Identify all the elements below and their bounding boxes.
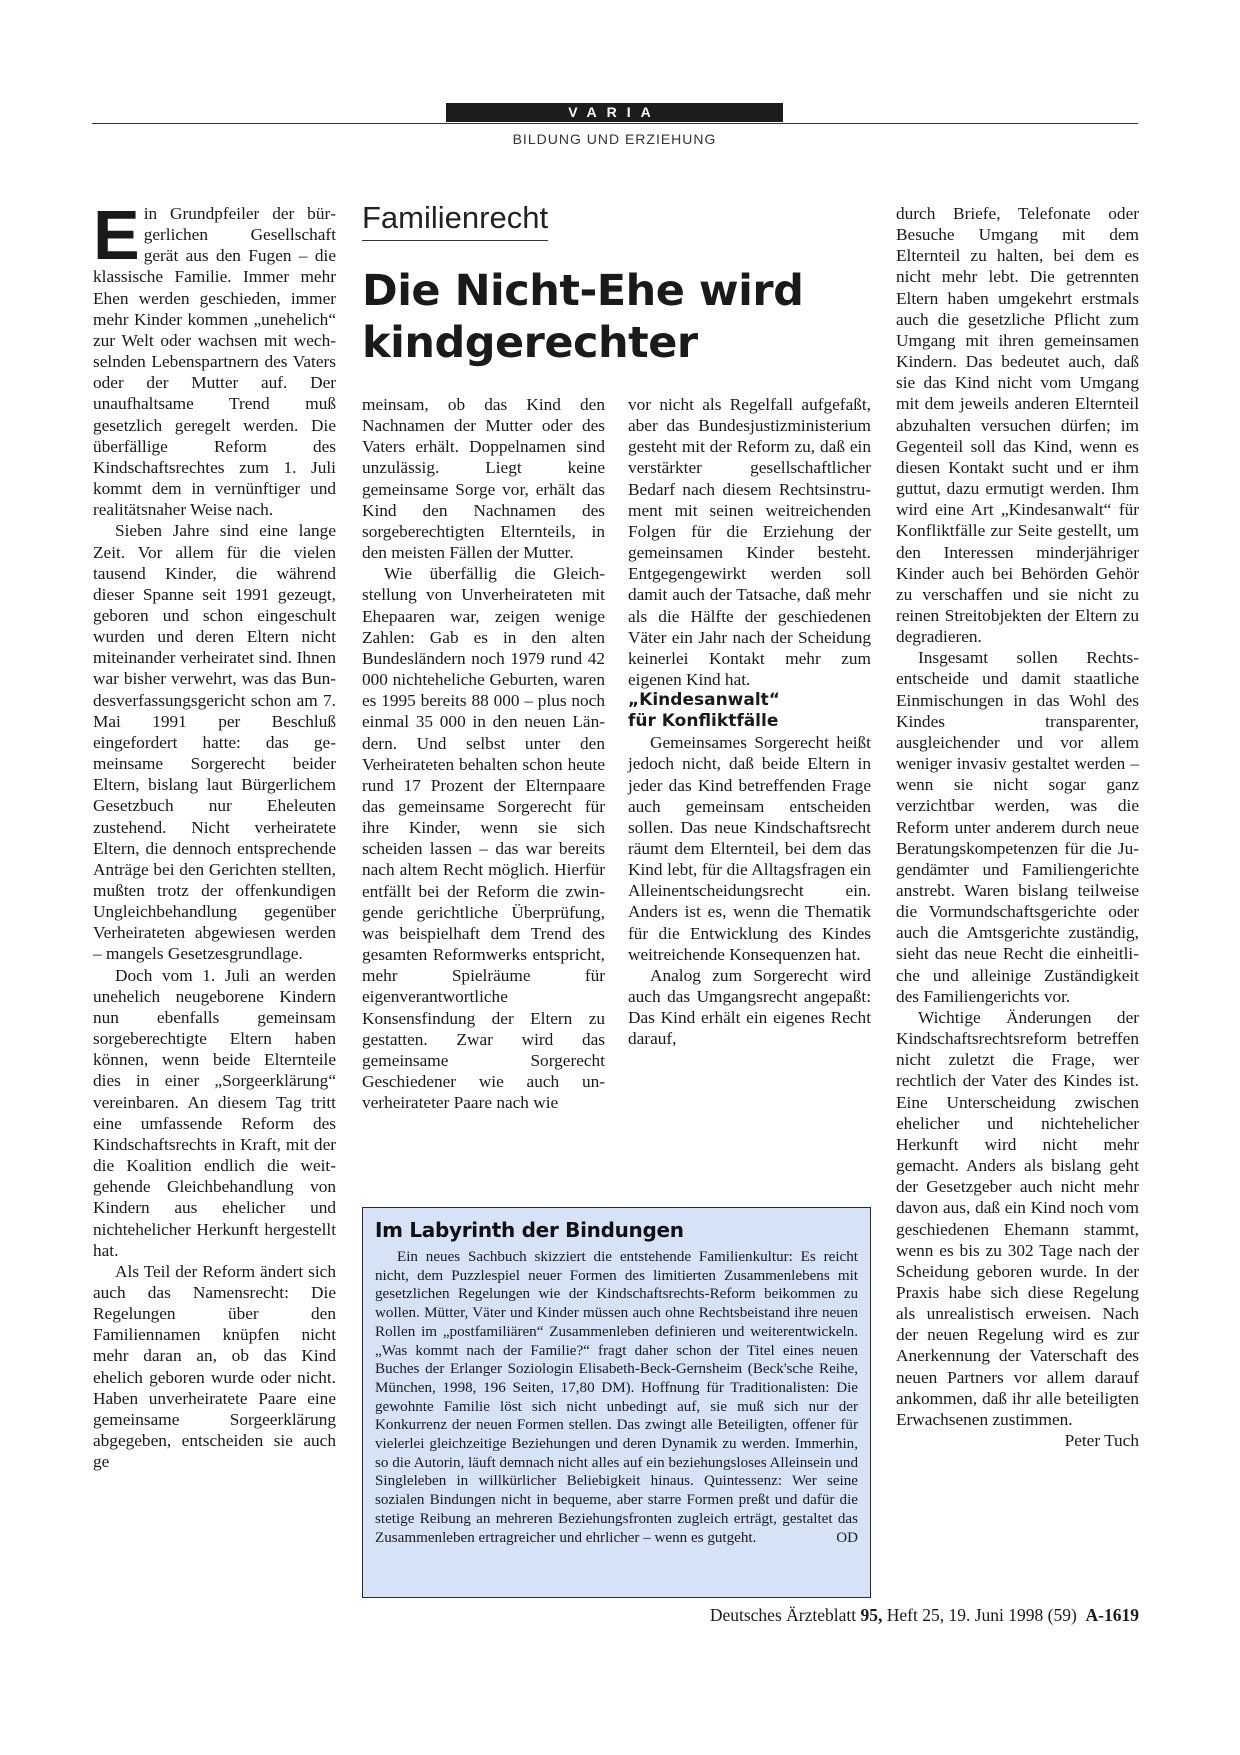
- paragraph: [896, 1007, 1139, 1451]
- info-box-text: [375, 1248, 858, 1547]
- text-column-3: [628, 394, 871, 1050]
- info-box-title: Im Labyrinth der Bindungen: [375, 1218, 684, 1242]
- subheading-line-2: für Konfliktfälle: [628, 711, 779, 732]
- section-label: BILDUNG UND ERZIEHUNG: [512, 131, 717, 147]
- paragraph-text: Wichtige Änderungen der Kindschaftsrechtsreform betreffen nicht zuletzt die Frage, wer rechtlich der Vater des Kindes ist. Eine Unterscheidung zwischen ehelicher und nichtehelicher Herkunft wird nicht mehr gemacht. Anders als bislang geht der Gesetzgeber auch nicht mehr davon aus, daß ein Kind noch vom geschiedenen Ehemann stammt, wenn es bis zu 302 Tage nach der Scheidung geboren wurde. In der Praxis habe sich diese Regelung als unrealistisch erweisen. Nach der neuen Regelung wird es zur Anerkennung der Vaterschaft des neuen Partners vor allem darauf ankommen, daß ihr alle beteiligten Erwachsenen zustimmen.: [896, 1007, 1139, 1429]
- journal-name: Deutsches Ärzteblatt: [709, 1605, 857, 1625]
- lead-text: in Grundpfeiler der bürgerlichen Gesellschaft gerät aus den Fugen – die klassische Familie. Immer mehr Ehen werden geschieden, immer mehr Kinder kommen „unehelich“ zur Welt oder wachsen mit wechselnden Lebenspartnern des Vaters oder der Mutter auf. Der unaufhaltsame Trend muß gesetzlich geregelt werden. Die überfällige Reform des Kindschaftsrechtes zum 1. Juli kommt dem in vernünftiger und realitätsnaher Weise nach.: [93, 204, 336, 520]
- paragraph: meinsam, ob das Kind den Nachnamen der Mutter oder des Vaters erhält. Doppelnamen sind unzulässig. Liegt keine gemeinsame Sorge vor, erhält das Kind den Nachnamen des sorgeberechtigten Elternteils, in den meisten Fällen der Mutter.: [362, 395, 605, 563]
- issue-info: Heft 25, 19. Juni 1998 (59): [886, 1605, 1077, 1625]
- paragraph: Wie überfällig die Gleichstellung von Unverheirateten mit Ehepaaren war, zeigen wenige Zahlen: Gab es in den alten Bundesländern noch 1979 rund 42 000 nichteheliche Geburten, waren es 1995 bereits 88 000 – plus noch einmal 35 000 in den neuen Ländern. Und selbst unter den Verheirateten behalten schon heute rund 17 Prozent der Elternpaare das gemeinsame Sorgerecht für ihre Kinder, wenn sie sich scheiden lassen – das war bereits nach altem Recht möglich. Hierfür entfällt bei der Reform die zwingende gerichtliche Überprüfung, was beispielhaft dem Trend des gesamten Reformwerks entspricht, mehr Spielräume für eigenverantwortliche Konsensfindung der Eltern zu gestatten. Zwar wird das gemeinsame Sorgerecht Geschiedener wie auch unverheirateter Paare nach wie: [362, 564, 605, 1113]
- text-column-1: [93, 196, 336, 1472]
- lead-paragraph: [93, 196, 336, 520]
- drop-cap: E: [93, 196, 140, 274]
- info-box-body: Ein neues Sachbuch skizziert die entstehende Familienkultur: Es reicht nicht, dem Puzzlespiel neuer Formen des limitierten Zusammenlebens mit gesetzlichen Regelungen wie der Kindschaftsrechts-Reform beikommen zu wollen. Mütter, Väter und Kinder müssen auch ohne Rechtsbeistand ihre neuen Rollen im „postfamiliären“ Zusammenleben definieren und weiterentwickeln. „Was kommt nach der Familie?“ fragt daher schon der Titel eines neuen Buches der Erlanger Soziologin Elisabeth-Beck-Gernsheim (Beck'sche Reihe, München, 1998, 196 Seiten, 17,80 DM). Hoffnung für Traditionalisten: Die gewohnte Familie löst sich nicht unbedingt auf, sie muß sich nur der Konkurrenz der neuen Formen stellen. Das zwingt alle Beteiligten, offener für vielerlei gleichzeitige Beziehungen und deren Dynamik zu werden. Immerhin, so die Autorin, läuft demnach nicht alles auf ein beziehungsloses Alleinsein und Singleleben in willkürlicher Beliebigkeit hinaus. Quintessenz: Wer seine sozialen Bindungen nicht in bequeme, aber starre Formen preßt und dafür die stetige Reibung an mehreren Beziehungsfronten zugleich erträgt, gestaltet das Zusammenleben ertragreicher und ehrlicher – wenn es gutgeht.: [375, 1249, 858, 1546]
- paragraph: durch Briefe, Telefonate oder Besuche Umgang mit dem Elternteil zu halten, bei dem es nicht mehr lebt. Die getrennten Eltern haben umgekehrt erstmals auch die gesetzliche Pflicht zum Umgang mit ihren gemeinsamen Kindern. Das bedeutet auch, daß sie das Kind nicht vom Umgang mit dem jeweils anderen Elternteil abzuhalten versuchen dürfen; im Gegenteil soll das Kind, wenn es diesen Kontakt sucht und er ihm guttut, dazu ermutigt werden. Ihm wird eine Art „Kindesanwalt“ für Konfliktfälle zur Seite gestellt, um den Interessen minderjähriger Kinder auch bei Behörden Gehör zu verschaffen und sie nicht zu reinen Streitobjekten der Eltern zu degradieren.: [896, 204, 1139, 647]
- paragraph: Sieben Jahre sind eine lange Zeit. Vor allem für die vielen tausend Kinder, die während dieser Spanne seit 1991 gezeugt, geboren und schon eingeschult wurden und deren Eltern nicht miteinander verheiratet sind. Ihnen war bisher verwehrt, was das Bundesverfassungsgericht schon am 7. Mai 1991 per Beschluß eingefordert hatte: das gemeinsame Sorgerecht beider Eltern, bislang laut Bürgerlichem Gesetzbuch nur Eheleuten zustehend. Nicht verheiratete Eltern, die dennoch entsprechende Anträge bei den Gerichten stellten, mußten trotz der offenkundigen Ungleichbehandlung gegenüber Verheirateten abgewiesen werden – mangels Gesetzesgrundlage.: [93, 521, 336, 964]
- page-number: A-1619: [1085, 1605, 1139, 1625]
- text-column-2: [362, 394, 605, 1113]
- paragraph: Gemeinsames Sorgerecht heißt jedoch nicht, daß beide Eltern in jeder das Kind betreffenden Frage auch gemeinsam entscheiden sollen. Das neue Kindschaftsrecht räumt dem Elternteil, bei dem das Kind lebt, für die Alltagsfragen ein Alleinentscheidungsrecht ein. Anders ist es, wenn die Thematik für die Entwicklung des Kindes weitreichende Konsequenzen hat.: [628, 733, 871, 964]
- journal-volume: 95,: [860, 1605, 883, 1625]
- paragraph: Doch vom 1. Juli an werden unehelich neugeborene Kindern nun ebenfalls gemeinsam sorgeberechtigte Eltern haben können, wenn beide Elternteile dies in einer „Sorgeerklärung“ vereinbaren. An diesem Tag tritt eine umfassende Reform des Kindschaftsrechts in Kraft, mit der die Koalition endlich die weitgehende Gleichbehandlung von Kindern aus ehelicher und nichtehelicher Herkunft hergestellt hat.: [93, 965, 336, 1260]
- article-kicker: Familienrecht: [362, 200, 548, 241]
- info-box-initials: OD: [836, 1529, 858, 1546]
- paragraph: Insgesamt sollen Rechtsentscheide und damit staatliche Einmischungen in das Wohl des Kindes transparenter, ausgleichender und vor allem weniger invasiv gestaltet werden – wenn sie nicht sogar ganz verzichtbar werden, was die Reform unter anderem durch neue Beratungskompetenzen für die Jugendämter und Familiengerichte anstrebt. Waren bislang teilweise die Vormundschaftsgerichte oder auch die Amtsgerichte zuständig, sieht das neue Recht die einheitliche und alleinige Zuständigkeit des Familiengerichts vor.: [896, 648, 1139, 1006]
- subheading-line-1: „Kindesanwalt“: [628, 690, 780, 711]
- info-box: [362, 1207, 871, 1598]
- paragraph: Analog zum Sorgerecht wird auch das Umgangsrecht angepaßt: Das Kind erhält ein eigenes Recht darauf,: [628, 965, 871, 1049]
- section-banner: VARIA: [446, 103, 783, 122]
- subheading: [628, 690, 871, 732]
- author-byline: Peter Tuch: [1064, 1431, 1139, 1451]
- page-footer: [710, 1605, 1139, 1626]
- text-column-4: [896, 203, 1139, 1451]
- header-rule: [92, 123, 1138, 124]
- article-headline: Die Nicht-Ehe wird kindgerechter: [362, 266, 804, 368]
- paragraph: vor nicht als Regelfall aufgefaßt, aber das Bundesjustizministerium gesteht mit der Reform zu, daß ein verstärkter gesellschaftlicher Bedarf nach diesem Rechtsinstrument mit seinen weitreichenden Folgen für die Erziehung der gemeinsamen Kinder besteht. Entgegengewirkt werden soll damit auch der Tatsache, daß mehr als die Hälfte der geschiedenen Väter ein Jahr nach der Scheidung keinerlei Kontakt mehr zum eigenen Kind hat.: [628, 395, 871, 690]
- paragraph: Als Teil der Reform ändert sich auch das Namensrecht: Die Regelungen über den Familiennamen knüpfen nicht mehr daran an, ob das Kind ehelich geboren wurde oder nicht. Haben unverheiratete Paare eine gemeinsame Sorgeerklärung abgegeben, entscheiden sie auch ge: [93, 1261, 336, 1472]
